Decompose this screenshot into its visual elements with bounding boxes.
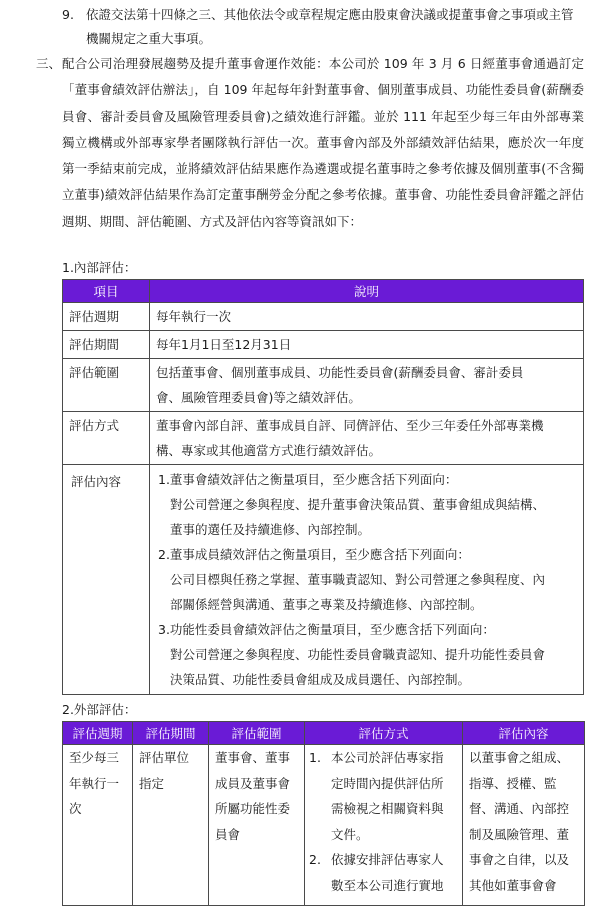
cell-line: 文件。 xyxy=(331,826,369,842)
header-item: 項目 xyxy=(63,280,150,303)
section-3 xyxy=(36,51,584,235)
cell-line: 以董事會之組成、 xyxy=(469,750,570,765)
table-row xyxy=(63,303,584,331)
table-row xyxy=(63,465,584,695)
cell-line: 需檢視之相關資料與 xyxy=(331,801,444,817)
method-item xyxy=(309,745,460,847)
table-row xyxy=(63,745,585,906)
cell-line: 定時間內提供評估所 xyxy=(331,775,444,791)
header-cycle: 評估週期 xyxy=(63,722,133,745)
header-method: 評估方式 xyxy=(305,722,463,745)
cell-line: 數至本公司進行實地 xyxy=(331,877,444,893)
list-text: 依證交法第十四條之三、其他依法令或章程規定應由股東會決議或提董事會之事項或主管機關規定之重大事項。 xyxy=(86,7,574,46)
row-label: 評估方式 xyxy=(63,412,150,465)
header-scope: 評估範圍 xyxy=(209,722,305,745)
cell-line: 依據安排評估專家人 xyxy=(331,852,444,868)
row-desc: 每年1月1日至12月31日 xyxy=(150,331,584,359)
content-line: 部關係經營與溝通、董事之專業及持續進修、內部控制。 xyxy=(170,597,483,612)
internal-eval-table xyxy=(62,279,584,695)
header-description: 說明 xyxy=(150,280,584,303)
table-row xyxy=(63,359,584,412)
row-desc xyxy=(150,412,584,465)
list-number: 9. xyxy=(62,7,74,22)
list-item-9 xyxy=(62,3,582,51)
method-number: 1. xyxy=(309,750,321,765)
desc-line: 董事會內部自評、董事成員自評、同儕評估、至少三年委任外部專業機 xyxy=(156,418,544,433)
row-label: 評估內容 xyxy=(63,465,150,695)
cell-line: 其他如董事會會 xyxy=(469,877,557,893)
cell-content xyxy=(463,745,585,906)
content-line: 公司目標與任務之掌握、董事職責認知、對公司營運之參與程度、內 xyxy=(170,572,546,587)
table-header-row xyxy=(63,722,585,745)
header-period: 評估期間 xyxy=(133,722,209,745)
cell-line: 制及風險管理、董 xyxy=(469,826,570,842)
header-content: 評估內容 xyxy=(463,722,585,745)
section-number: 三、 xyxy=(36,56,62,71)
section-paragraph: 配合公司治理發展趨勢及提升董事會運作效能：本公司於 109 年 3 月 6 日經董事會通過訂定「董事會績效評估辦法」，自 109 年起每年針對董事會、個別董事成員、功能性委員會(薪酬委員會、審計委員會及風險管理委員會)之績效進行評鑑。並於 111 年起至少每三年由外部專業獨立機構或外部專家學者團隊執行評估一次。董事會內部及外部績效評估結果，應於次一年度第一季結束前完成，並將績效評估結果應作為遴選或提名董事時之參考依據及個別董事(不含獨立董事)績效評估結果作為訂定董事酬勞金分配之參考依據。董事會、功能性委員會評鑑之評估週期、期間、評估範圍、方式及評估內容等資訊如下： xyxy=(62,56,584,229)
cell-cycle xyxy=(63,745,133,906)
row-desc xyxy=(150,359,584,412)
content-heading: 3.功能性委員會績效評估之衡量項目，至少應含括下列面向： xyxy=(158,622,495,637)
cell-line: 指定 xyxy=(139,775,165,791)
row-label: 評估範圍 xyxy=(63,359,150,412)
cell-line: 員會 xyxy=(215,826,241,842)
cell-line: 事會之自律，以及 xyxy=(469,852,570,868)
cell-line: 本公司於評估專家指 xyxy=(331,750,444,765)
content-heading: 1.董事會績效評估之衡量項目，至少應含括下列面向： xyxy=(158,472,458,487)
table-row xyxy=(63,331,584,359)
cell-period xyxy=(133,745,209,906)
cell-line: 成員及董事會 xyxy=(215,775,291,791)
content-line: 董事的選任及持續進修、內部控制。 xyxy=(170,522,371,537)
cell-line: 督、溝通、內部控 xyxy=(469,801,570,817)
desc-line: 構、專家或其他適當方式進行績效評估。 xyxy=(156,443,382,458)
cell-scope xyxy=(209,745,305,906)
desc-line: 會、風險管理委員會)等之績效評估。 xyxy=(156,390,361,405)
cell-method xyxy=(305,745,463,906)
cell-line: 次 xyxy=(69,801,82,817)
cell-line: 董事會、董事 xyxy=(215,750,291,765)
row-desc xyxy=(150,465,584,695)
desc-line: 包括董事會、個別董事成員、功能性委員會(薪酬委員會、審計委員 xyxy=(156,365,524,380)
cell-line: 年執行一 xyxy=(69,775,120,791)
content-line: 對公司營運之參與程度、提升董事會決策品質、董事會組成與結構、 xyxy=(170,497,546,512)
row-desc: 每年執行一次 xyxy=(150,303,584,331)
table-header-row xyxy=(63,280,584,303)
row-label: 評估週期 xyxy=(63,303,150,331)
external-eval-table xyxy=(62,721,585,906)
external-eval-title: 2.外部評估： xyxy=(62,702,137,717)
content-heading: 2.董事成員績效評估之衡量項目，至少應含括下列面向： xyxy=(158,547,470,562)
cell-line: 指導、授權、監 xyxy=(469,775,557,791)
row-label: 評估期間 xyxy=(63,331,150,359)
cell-line: 評估單位 xyxy=(139,750,190,765)
content-line: 對公司營運之參與程度、功能性委員會職責認知、提升功能性委員會 xyxy=(170,647,546,662)
method-number: 2. xyxy=(309,852,321,868)
cell-line: 至少每三 xyxy=(69,750,120,765)
content-line: 決策品質、功能性委員會組成及成員選任、內部控制。 xyxy=(170,672,471,687)
method-item xyxy=(309,847,460,898)
table-row xyxy=(63,412,584,465)
cell-line: 所屬功能性委 xyxy=(215,801,291,817)
internal-eval-title: 1.內部評估： xyxy=(62,260,137,275)
